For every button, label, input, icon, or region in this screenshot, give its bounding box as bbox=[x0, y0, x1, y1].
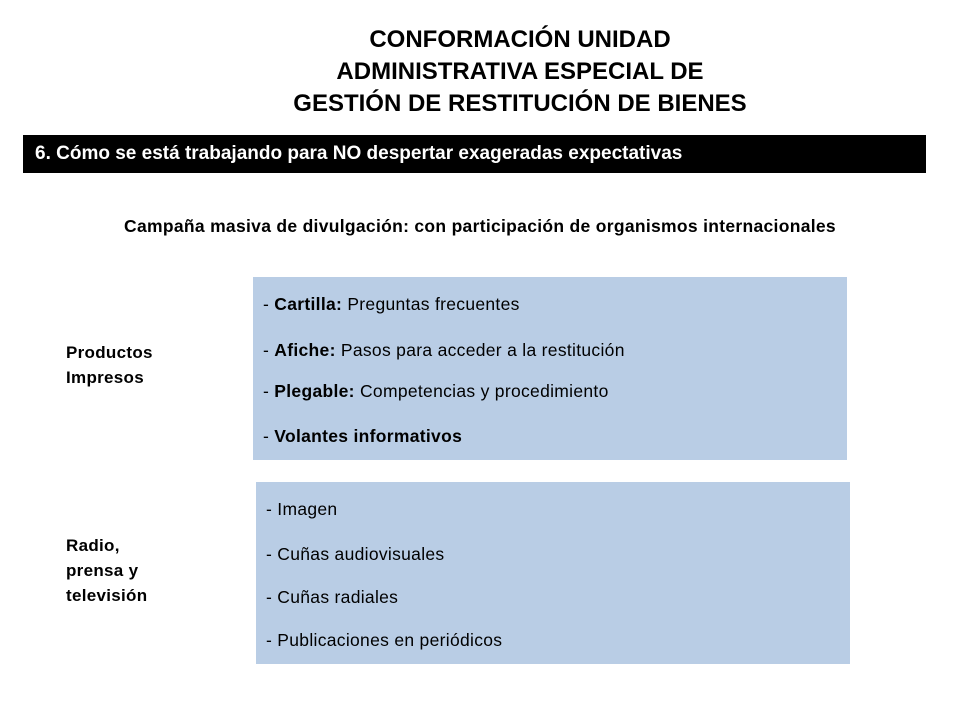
group-label-line: televisión bbox=[66, 586, 148, 605]
group-label-line: Productos bbox=[66, 343, 153, 362]
campaign-subtitle: Campaña masiva de divulgación: con participación de organismos internacionales bbox=[124, 216, 836, 236]
group-label-media bbox=[66, 533, 147, 608]
list-item: - Cartilla: Preguntas frecuentes bbox=[263, 294, 520, 314]
item-term: Afiche: bbox=[274, 340, 336, 360]
list-item: - Publicaciones en periódicos bbox=[266, 630, 503, 650]
printed-products-box bbox=[253, 277, 847, 460]
group-label-line: Impresos bbox=[66, 368, 144, 387]
list-item: - Volantes informativos bbox=[263, 426, 463, 446]
group-label-line: prensa y bbox=[66, 561, 139, 580]
title-line-2: ADMINISTRATIVA ESPECIAL DE bbox=[336, 58, 704, 85]
list-item: - Cuñas radiales bbox=[266, 587, 399, 607]
section-banner: 6. Cómo se está trabajando para NO despertar exageradas expectativas bbox=[23, 135, 926, 173]
group-label-printed-products bbox=[66, 340, 153, 390]
slide-title bbox=[230, 24, 810, 120]
group-label-line: Radio, bbox=[66, 536, 120, 555]
item-term: Volantes informativos bbox=[274, 426, 463, 446]
item-term: Cartilla: bbox=[274, 294, 343, 314]
list-item: - Cuñas audiovisuales bbox=[266, 544, 445, 564]
title-line-1: CONFORMACIÓN UNIDAD bbox=[369, 26, 671, 53]
title-line-3: GESTIÓN DE RESTITUCIÓN DE BIENES bbox=[293, 90, 747, 117]
media-box bbox=[256, 482, 850, 664]
list-item: - Imagen bbox=[266, 499, 338, 519]
item-term: Plegable: bbox=[274, 381, 355, 401]
list-item: - Plegable: Competencias y procedimiento bbox=[263, 381, 609, 401]
list-item: - Afiche: Pasos para acceder a la restitución bbox=[263, 340, 625, 360]
